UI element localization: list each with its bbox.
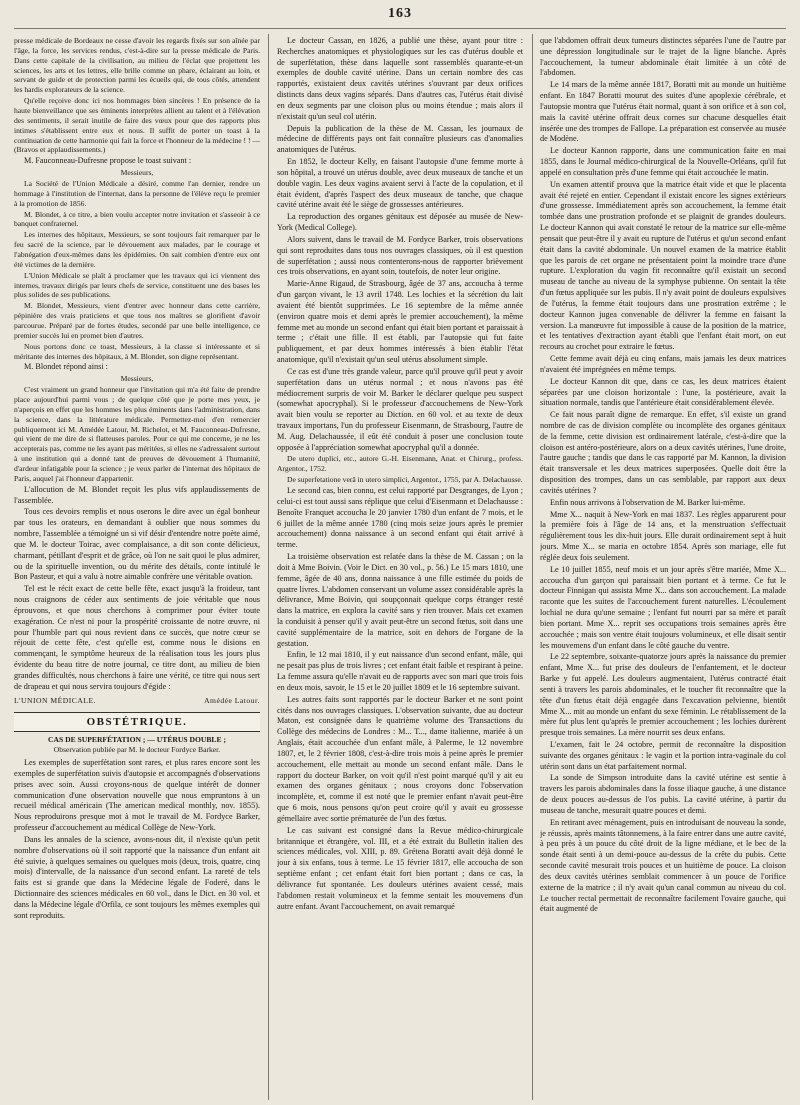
column-divider-2 — [532, 34, 533, 1100]
toast-intro: M. Fauconneau-Dufresne propose le toast suivant : — [24, 156, 192, 166]
paragraph: En retirant avec ménagement, puis en introduisant de nouveau la sonde, je réussis, après maints tâtonnemens, à la faire entrer dans une autre cavité, à peu près à un pouce du côté droit de la ligne médiane, et le bec de la sonde était senti à un demi-pouce au-dessus de la crête du pubis. Cette seconde cavité mesurait trois pouces et un huitième de pouce. La cloison des deux cavités utérines semblait commencer à un pouce de l'orifice externe de la matrice ; il n'y avait qu'un canal commun au niveau du col. Le toucher rectal permettait de reconnaître facilement l'ovaire gauche, qui était augmenté de — [540, 817, 786, 914]
paragraph: L'Union Médicale se plaît à proclamer que les travaux qui ici viennent des internes, travaux dirigés par leurs chefs de service, constituent une des bases les plus solides de ses publications. — [14, 270, 260, 300]
paragraph: Le second cas, bien connu, est celui rapporté par Desgranges, de Lyon ; celui-ci est tout aussi sans réplique que celui d'Eisenmann et Delachausse : Benoîte Franquet accoucha le 20 janvier 1780 d'un enfant de 7 mois, et le 6 juillet de la même année 1780 (cinq mois seize jours après le premier accouchement) donna naissance à un second enfant qui était arrivé à terme. — [277, 486, 523, 550]
paragraph: presse médicale de Bordeaux ne cesse d'avoir les regards fixés sur son aînée par l'âge, la force, les services rendus, c'est-à-dire sur la presse médicale de Paris. Dans cette capitale de la civilisation, au milieu de l'éclat que projettent les sciences, les arts et les lettres, elle brille comme un phare, éclairant au loin, et servant de guide et de protection parmi les écueils qui, de tous côtés, attendent les hardis explorateurs de la science. — [14, 36, 260, 95]
paragraph: Enfin, le 12 mai 1810, il y eut naissance d'un second enfant, mâle, qui ne pesait pas plus de trois livres ; cet enfant était faible et respirant à peine. La femme assura qu'elle n'avait eu de rapports avec son mari que trois fois en deux mois, savoir, le 15 et le 20 juillet 1809 et le 16 septembre suivant. — [277, 650, 523, 692]
paragraph: Enfin nous arrivons à l'observation de M. Barker lui-même. — [550, 497, 746, 507]
paragraph: La reproduction des organes génitaux est déposée au musée de New-York (Medical College). — [277, 212, 523, 233]
paragraph: La sonde de Simpson introduite dans la cavité utérine est sentie à travers les parois abdominales dans la fosse iliaque gauche, à une distance de deux pouces au-dessus de l'os pubis. La cavité utérine, à partir du museau de tanche, mesurait quatre pouces et demi. — [540, 773, 786, 815]
paragraph: La troisième observation est relatée dans la thèse de M. Cassan ; on la doit à Mme Boivin. (Voir le Dict. en 30 vol., p. 56.) Le 15 mars 1810, une femme, âgée de 40 ans, donna naissance à une fille estimée du poids de quatre livres. L'abdomen conservant un volume assez considérable après la délivrance, Mme Boivin, qui soupçonnait quelque corps étranger resté dans la matrice, en explora la cavité sans y rien trouver. Mais cet examen la conduisit à penser qu'il y avait peut-être un second fœtus, soit dans une cavité supplémentaire de la matrice, soit en dehors de l'organe de la gestation. — [277, 552, 523, 648]
paragraph: M. Blondet, Messieurs, vient d'entrer avec honneur dans cette carrière, pépinière des vrais praticiens et que tous nos maîtres se glorifient d'avoir parcourue. Préparé par de fortes études, secondé par une belle intelligence, ce premier succès lui en promet bien d'autres. — [14, 301, 260, 340]
paragraph: L'examen, fait le 24 octobre, permit de reconnaître la disposition suivante des organes génitaux : le vagin et la portion intra-vaginale du col utérin sont dans un état parfaitement normal. — [540, 740, 786, 771]
paragraph: C'est vraiment un grand honneur que l'invitation qui m'a été faite de prendre place aujourd'hui parmi vous ; de quelque côté que je porte mes yeux, je n'aperçois en effet que les hommes les plus éminents dans l'administration, dans la science, dans la littérature médicale. Permettez-moi d'en remercier publiquement ici M. Amédée Latour, M. Richelot, et M. Fauconneau-Dufresne, qui vient de me dire de si flatteuses paroles. Pour ce qui me concerne, je ne les accepterais pas, comme ne les ayant pas méritées, si elles ne s'adressaient surtout à une institution qui a donné tant de preuves de dévouement à l'humanité, d'ardeur infatigable pour la science ; je veux parler de l'internat des hôpitaux de Paris, auquel j'ai l'honneur d'appartenir. — [14, 385, 260, 483]
paragraph: M. Blondet, à ce titre, a bien voulu accepter notre invitation et s'asseoir à ce banquet confraternel. — [14, 209, 260, 229]
paragraph: Les internes des hôpitaux, Messieurs, se sont toujours fait remarquer par le feu sacré de la science, par le dévouement aux malades, par le courage et l'abnégation d'eux-mêmes dans les épidémies. On sait combien d'entre eux ont été victimes de la dernière. — [14, 230, 260, 269]
citation: De superfetatione verâ in utero simplici, Argentor., 1755, par A. Delachausse. — [287, 475, 523, 485]
paragraph: Les exemples de superfétation sont rares, et plus rares encore sont les exemples de superfétation suivis d'autopsie et accompagnés d'observations prises avec soin. Aussi croyons-nous de quelque intérêt de donner communication d'une observation nouvelle que nous empruntons à un recueil médical américain (The american medical monthly, nov. 1855). Nous reproduirons presque mot à mot le travail de M. Fordyce Barker, professeur d'accouchement au médical Collège de New-York. — [14, 758, 260, 833]
paragraph: La Société de l'Union Médicale a désiré, comme l'an dernier, rendre un hommage à l'institution de l'internat, dans la personne de l'élève reçu le premier à la promotion de 1856. — [14, 179, 260, 208]
paragraph: Nous portons donc ce toast, Messieurs, à la classe si intéressante et si méritante des internes des hôpitaux, à M. Blondet, son digne représentant. — [14, 341, 260, 361]
column-1 — [14, 36, 260, 1098]
paragraph: L'allocution de M. Blondet reçoit les plus vifs applaudissements de l'assemblée. — [14, 484, 260, 505]
paragraph: Cette femme avait déjà eu cinq enfans, mais jamais les deux matrices n'avaient été imprégnées en même temps. — [540, 354, 786, 374]
paragraph: Ce cas est d'une très grande valeur, parce qu'il prouve qu'il peut y avoir superfétation dans un utérus normal ; et nous n'avons pas été médiocrement surpris de voir M. Barker le déclarer quelque peu suspect (somewhat apocryphal). Si le professeur d'accouchemens de New-York avait bien voulu se reporter au Diction. en 60 vol. et au texte de deux travaux importans, l'un du professeur Eisenmann, de Strasbourg, l'autre de M. Aug. Delachaussée, il eût été conduit à poser une conclusion toute opposée à l'appréciation somewhat apocryphal qu'il a donnée. — [277, 366, 523, 452]
paragraph: Le cas suivant est consigné dans la Revue médico-chirurgicale britannique et étrangère, vol. III, et a été extrait du Bulletin italien des sciences médicales, vol. XIII, p. 89. Grétena Boratti avait déjà donné le jour à six enfans, tous à terme. Le 15 février 1817, elle accoucha de son septième enfant ; cet enfant était fort bien portant ; dans ce cas, la délivrance fut spontanée. Les douleurs utérines avaient cessé, mais l'abdomen restait volumineux et la femme sentait les mouvemens d'un autre enfant. Avant l'accouchement, on avait remarqué — [277, 825, 523, 911]
header-rule — [14, 28, 786, 29]
paragraph: Le docteur Cassan, en 1826, a publié une thèse, ayant pour titre : Recherches anatomiques et physiologiques sur les cas d'utérus double et de superfétation, thèse dans laquelle sont rassemblés quarante-et-un exemples de double cavité utérine. Dans un certain nombre des cas rapportés, existaient deux cavités utérines s'ouvrant par deux orifices distincts dans deux vagins séparés. Dans d'autres cas, l'utérus était divisé en deux segments par une cloison plus ou moins étendue ; mais alors il n'existait qu'un seul col utérin. — [277, 36, 523, 121]
paragraph: Depuis la publication de la thèse de M. Cassan, les journaux de médecine de différents pays ont fait connaître plusieurs cas d'anomalies anatomiques de l'utérus. — [277, 123, 523, 155]
article-title: CAS DE SUPERFÉTATION ; — UTÉRUS DOUBLE ; — [48, 735, 226, 745]
paragraph: En 1852, le docteur Kelly, en faisant l'autopsie d'une femme morte à son hôpital, a trouvé un utérus double, avec deux museaux de tanche et un double vagin. Les deux vagins avaient servi à l'acte de la copulation, et il était évident, d'après l'aspect des deux museaux de tanche, que chaque cavité utérine avait été le siège de grossesses antérieures. — [277, 157, 523, 210]
reply-intro: M. Blondet répond ainsi : — [24, 362, 108, 372]
paragraph: Le docteur Kannon dit que, dans ce cas, les deux matrices étaient séparées par une cloison horizontale : l'une, la postérieure, avait la situation normale, tandis que l'antérieure était considérablement élevée. — [540, 376, 786, 408]
column-2 — [277, 36, 523, 1098]
signature-row — [14, 696, 260, 706]
salutation: Messieurs, — [120, 374, 154, 384]
paragraph: Mme X... naquit à New-York en mai 1837. Les règles apparurent pour la première fois à l'âge de 14 ans, et la menstruation s'effectuait régulièrement tous les dix-huit jours. Elle durait ordinairement sept à huit jours. Mme X... se maria en octobre 1854. Après son mariage, elle fut réglée deux fois seulement. — [540, 509, 786, 562]
paragraph: Un examen attentif prouva que la matrice était vide et que le placenta avait été rejeté en entier. Cependant il existait encore les signes extérieurs d'une grossesse. Immédiatement après son accouchement, la femme était tombée dans une prostration profonde et se plaignit de grandes douleurs. Le docteur Kannon qui avait constaté le retour de la matrice sur elle-même pensait que peut-être il y avait eu rupture de l'utérus et qu'un second enfant était dans la cavité abdominale. Un nouvel examen de la matrice établit que les parois de cet organe ne présentaient point la moindre trace d'une rupture. L'exploration du vagin fit reconnaître qu'il existait un second museau de tanche au niveau de la symphyse pubienne. On sentait la tête d'un fœtus appliquée sur les pubis. Il n'y avait point de douleurs expulsives de l'utérus, la femme était toujours dans une prostration extrême ; le docteur Kannon jugea convenable de délivrer la femme en faisant la version. La manœuvre fut impossible à cause de la position de la matrice, et les tentatives d'extraction ayant établi que l'enfant était mort, on eut recours au crochet pour extraire le fœtus. — [540, 179, 786, 352]
signature-author: Amédée Latour. — [204, 696, 260, 706]
paragraph: que l'abdomen offrait deux tumeurs distinctes séparées l'une de l'autre par une dépression longitudinale sur le trajet de la ligne blanche. Après l'accouchement, la tumeur abdominale était limitée à un côté de l'abdomen. — [540, 36, 786, 78]
paragraph: Le 14 mars de la même année 1817, Boratti mit au monde un huitième enfant. En 1847 Boratti mourut des suites d'une apoplexie cérébrale, et l'autopsie montra que l'utérus était normal, quant à son orifice et à son col, mais la cavité utérine offrait deux cornes sur chacune desquelles était insérée une des trompes de Fallope. La préparation est conservée au musée de Modène. — [540, 80, 786, 144]
paragraph: Tel est le récit exact de cette belle fête, exact jusqu'à la froideur, tant nous craignons de céder aux sentiments de joie véritable que nous éprouvons, et que nous cherchons à comprimer pour éviter toute exagération. Ce n'est ni pour la prospérité croissante de notre œuvre, ni pour l'humble part qui nous revient dans ce succès, que notre cœur se réjouit de cette fête, c'est qu'elle est, comme nous le disions en commençant, le symptôme heureux de la réalisation tous les jours plus évidente du beau titre de notre journal, ce titre dont, au milieu de bien grandes difficultés, nous cherchons à faire une vérité, ce titre qui nous sert de drapeau et qui nous servira toujours d'égide : — [14, 584, 260, 691]
paragraph: Alors suivent, dans le travail de M. Fordyce Barker, trois observations qui sont reproduites dans tous nos ouvrages classiques, où il est question de superfétation ; aussi nous contenterons-nous de rapporter brièvement ces trois observations, en ayant soin, toutefois, de noter leur origine. — [277, 234, 523, 277]
paragraph: Les autres faits sont rapportés par le docteur Barker et ne sont point cités dans nos ouvrages classiques. L'observation suivante, due au docteur Maton, est consignée dans le quatrième volume des Transactions du Collège des médecins de Londres : M... T..., dame italienne, mariée à un Anglais, était accouchée d'un enfant mâle, à Palerme, le 12 novembre 1807, et, le 2 février 1808, c'est-à-dire trois mois à peine après le premier accouchement, elle mettait au monde un second enfant mâle. Dans le rapport du docteur Barker, on voit qu'il n'est point marqué qu'il y ait eu examen des organes génitaux ; nous croyons donc l'observation incomplète, et, comme il est noté que le premier enfant n'avait peut-être que 6 mois, nous pensons qu'on peut croire qu'il y avait eu grossesse gémellaire avec sortie prématurée de l'un des fœtus. — [277, 694, 523, 823]
signature-journal: L'UNION MÉDICALE. — [14, 696, 96, 706]
paragraph: Qu'elle reçoive donc ici nos hommages bien sincères ! En présence de la haute bienveillance que ses éminents interprètes allient au talent et à l'élévation des sentiments, il serait inutile de faire des vœux pour que des rapports plus intimes s'établissent entre eux et nous. Il suffit de porter un toast à la continuation de cette harmonie qui fait la force et l'honneur de la médecine ! ! — (Bravos et applaudissements.) — [14, 96, 260, 155]
salutation: Messieurs, — [120, 168, 154, 178]
column-3 — [540, 36, 786, 1098]
section-title: OBSTÉTRIQUE. — [14, 712, 260, 733]
paragraph: Le 10 juillet 1855, neuf mois et un jour après s'être mariée, Mme X... accoucha d'un garçon qui paraissait bien portant et à terme. Ce fut le docteur Finnigan qui assista Mme X... dans son accouchement. La malade raconte que les suites de l'accouchement furent naturelles. L'écoulement lochial ne dura qu'une semaine ; l'enfant fut nourri par sa mère et paraît bien portant. Mme X... reprit ses occupations trois semaines après être accouchée ; mais son ventre était toujours volumineux, et elle disait sentir les mouvemens d'un enfant dans le côté gauche du ventre. — [540, 564, 786, 650]
paragraph: Tous ces devoirs remplis et nous oserons le dire avec un égal bonheur par tous les orateurs, en demandant à oublier que nous sommes du nombre, l'assemblée a témoigné un si vif désir d'entendre notre poète aimé, que M. le docteur Toirac, avec complaisance, a dit son conte délicieux, charmant, pétillant d'esprit et de grâce, où l'on ne sait quoi le plus admirer, ou de la spirituelle invention, ou du mérite des détails, conte intitulé le Bon Pasteur, et qui a valu à notre aimable confrère une véritable ovation. — [14, 507, 260, 582]
paragraph: Le docteur Kannon rapporte, dans une communication faite en mai 1855, dans le Journal médico-chirurgical de la Nouvelle-Orléans, qu'il fut appelé en consultation près d'une femme qui était accouchée le matin. — [540, 146, 786, 177]
column-divider-1 — [268, 34, 269, 1100]
paragraph: Le 22 septembre, soixante-quatorze jours après la naissance du premier enfant, Mme X... fut prise des douleurs de l'enfantement, et le docteur Barke y fut appelé. Les douleurs augmentaient, l'utérus contracté était senti à travers les parois abdominales, et le toucher fit reconnaître que la tête d'un fœtus était déjà engagée dans l'excavation pelvienne, bientôt Mme X... mit au monde un enfant du sexe féminin. Le rétablissement de la mère fut plus lent qu'après le premier accouchement ; les lochies durèrent presque trois semaines. La mère nourrit ses deux enfans. — [540, 652, 786, 738]
citation: De utero duplici, etc., autore G.-H. Eisenmann, Anat. et Chirurg., profess. Argentor., 1752. — [277, 454, 523, 474]
paragraph: Dans les annales de la science, avons-nous dit, il n'existe qu'un petit nombre d'observations où il soit rapporté que la naissance d'un enfant ait été suivie, à quelques semaines ou quelques mois (deux, trois, quatre, cinq mois) d'intervalle, de la naissance d'un second enfant. La rareté de tels faits est si grande que dans la Médecine légale de Foderé, dans le Dictionnaire des sciences médicales en 60 vol., dans le Dict. en 30 vol. et dans la Médecine légale d'Orfila, ce sont toujours les mêmes exemples qui sont reproduits. — [14, 834, 260, 920]
article-subtitle: Observation publiée par M. le docteur Fordyce Barker. — [53, 745, 221, 755]
paragraph: Ce fait nous paraît digne de remarque. En effet, s'il existe un grand nombre de cas de division complète ou incomplète des organes génitaux de la femme, cette division est ordinairement latérale, c'est-à-dire que la cloison est antéro-postérieure, alors on a deux cavités utérines, l'une droite, l'autre gauche ; tandis que dans le cas rapporté par M. Kannon, la division était transversale et les deux matrices superposées. Quelle doit être la disposition des trompes, dans un cas semblable, par rapport aux deux cavités utérines ? — [540, 410, 786, 495]
page-number: 163 — [388, 6, 412, 21]
paragraph: Marie-Anne Rigaud, de Strasbourg, âgée de 37 ans, accoucha à terme d'un garçon vivant, le 13 avril 1748. Les lochies et la sécrétion du lait avaient été bientôt supprimées. Le 16 septembre de la même année (environ quatre mois et demi après le premier accouchement), la même femme met au monde un second enfant qui était bien portant et paraissait à terme ; c'était une fille. Il est établi, par l'autopsie qui fut faite publiquement, et par deux hommes intéressés à bien établir l'état anatomique, qu'il n'existait qu'un seul utérus absolument simple. — [277, 279, 523, 365]
